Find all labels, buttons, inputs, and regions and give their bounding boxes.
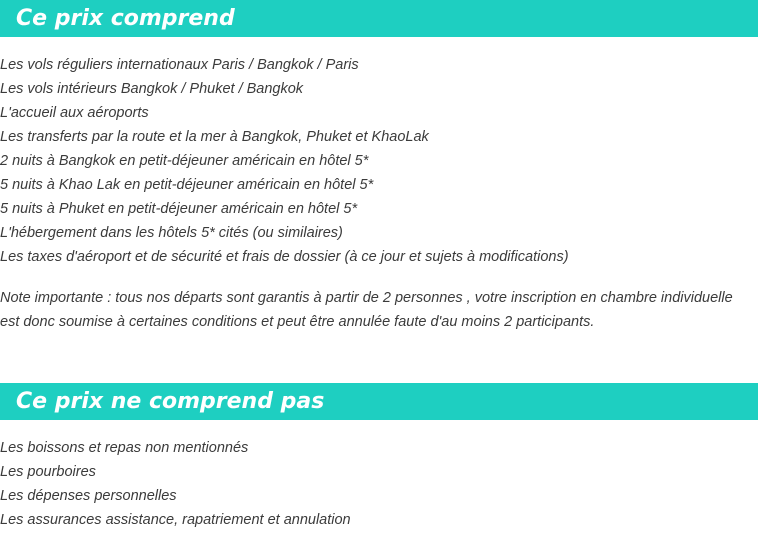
list-item: L'hébergement dans les hôtels 5* cités (ou similaires): [0, 225, 343, 241]
list-item: Les transferts par la route et la mer à Bangkok, Phuket et KhaoLak: [0, 129, 429, 145]
includes-section-title: Ce prix comprend: [0, 0, 758, 37]
list-item: Les vols intérieurs Bangkok / Phuket / Bangkok: [0, 81, 304, 97]
list-item: 5 nuits à Khao Lak en petit-déjeuner américain en hôtel 5*: [0, 177, 374, 193]
list-item: Les vols réguliers internationaux Paris / Bangkok / Paris: [0, 57, 359, 73]
list-item: Les dépenses personnelles: [0, 488, 177, 504]
important-note: Note importante : tous nos départs sont garantis à partir de 2 personnes , votre inscription en chambre individuelle est donc soumise à certaines conditions et peut être annulée faute d'au moins 2 participants.: [0, 290, 733, 330]
excludes-list: [0, 436, 758, 532]
list-item: Les assurances assistance, rapatriement et annulation: [0, 512, 351, 528]
includes-list: [0, 53, 758, 269]
list-item: 5 nuits à Phuket en petit-déjeuner américain en hôtel 5*: [0, 201, 358, 217]
excludes-section-title: Ce prix ne comprend pas: [0, 383, 758, 420]
list-item: Les taxes d'aéroport et de sécurité et frais de dossier (à ce jour et sujets à modifications): [0, 249, 569, 265]
list-item: Les boissons et repas non mentionnés: [0, 440, 249, 456]
list-item: L'accueil aux aéroports: [0, 105, 149, 121]
list-item: Les pourboires: [0, 464, 96, 480]
list-item: 2 nuits à Bangkok en petit-déjeuner américain en hôtel 5*: [0, 153, 369, 169]
